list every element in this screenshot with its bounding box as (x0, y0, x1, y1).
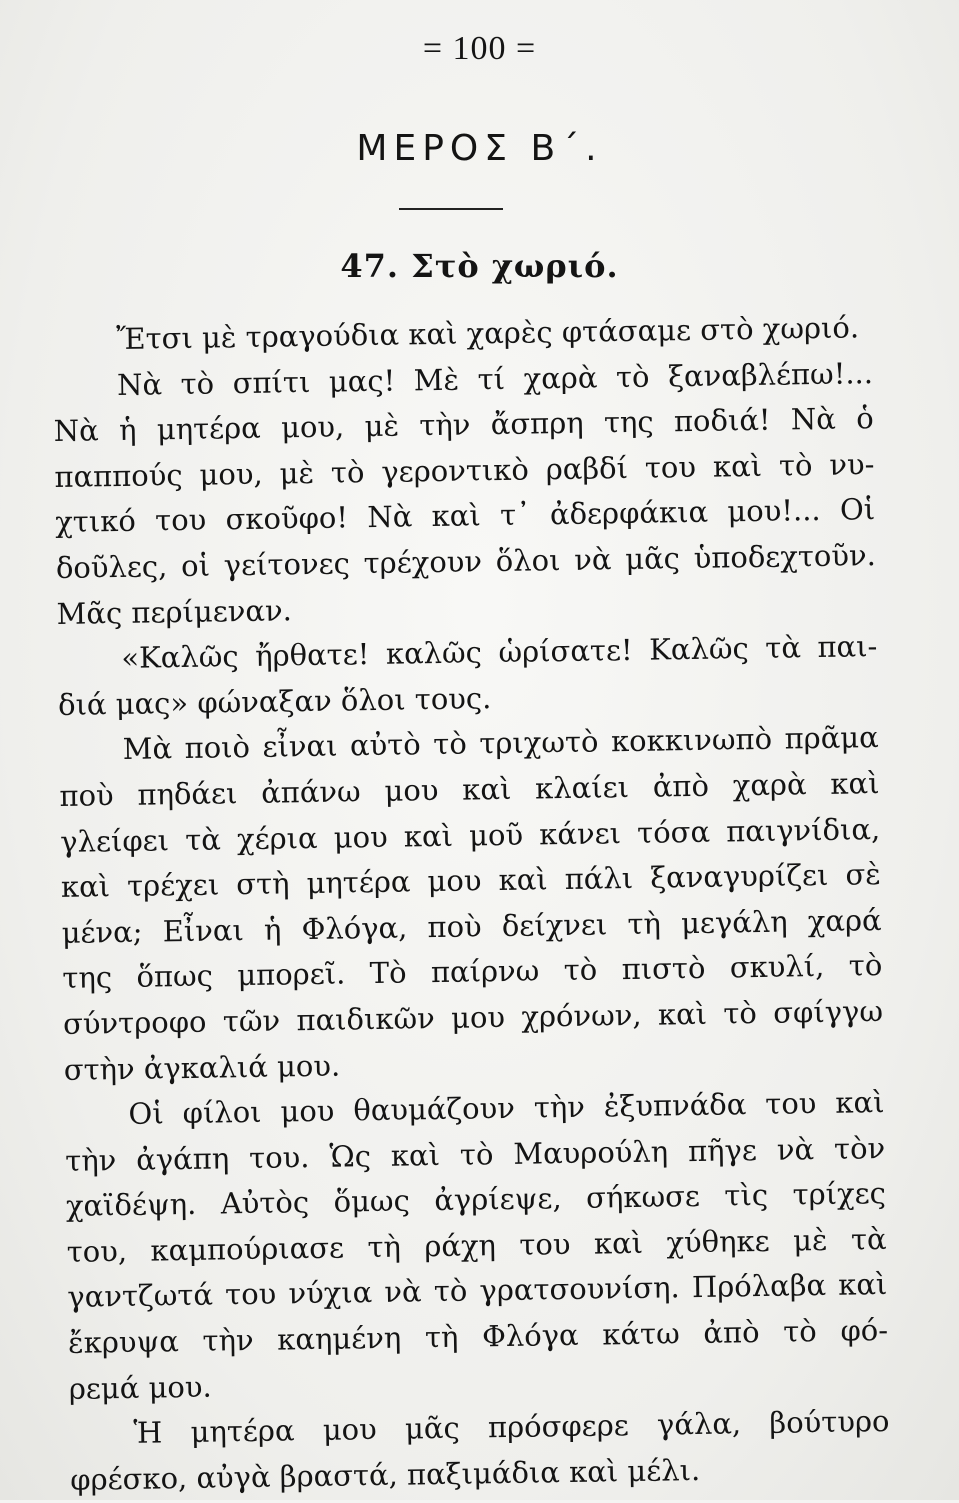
text-line: Νὰ τὸ σπίτι μας! Μὲ τί χαρὰ τὸ ξαναβλέπω!... (116, 355, 874, 402)
text-line: σύντροφο τῶν παιδικῶν μου χρόνων, καὶ τὸ σφίγγω (62, 993, 884, 1041)
page-number: = 100 = (422, 30, 537, 67)
text-line: τὴν ἀγάπη του. Ὡς καὶ τὸ Μαυρούλη πῆγε νὰ τὸν (64, 1130, 886, 1178)
text-line: της ὅπως μπορεῖ. Τὸ παίρνω τὸ πιστὸ σκυλί, τὸ (62, 948, 883, 996)
text-line: Μᾶς περίμεναν. (56, 592, 293, 631)
body-text (52, 305, 891, 1503)
text-line: διά μας» φώναξαν ὅλοι τους. (57, 680, 492, 722)
text-line: φρέσκο, αὐγὰ βραστά, παξιμάδια καὶ μέλι. (69, 1452, 701, 1497)
part-title: ΜΕΡΟΣ Β΄. (356, 128, 603, 169)
text-line: Ἔτσι μὲ τραγούδια καὶ χαρὲς φτάσαμε στὸ χωριό. (116, 310, 860, 356)
text-line: γλείφει τὰ χέρια μου καὶ μοῦ κάνει τόσα παιγνίδια, (59, 811, 881, 859)
text-line: γαντζωτά του νύχια νὰ τὸ γρατσουνίση. Πρόλαβα καὶ (67, 1267, 888, 1315)
chapter-title: 47. Στὸ χωριό. (340, 247, 619, 285)
text-line: Νὰ ἡ μητέρα μου, μὲ τὴν ἄσπρη της ποδιά! Νὰ ὁ (53, 401, 874, 449)
text-line: Ἡ μητέρα μου μᾶς πρόσφερε γάλα, βούτυρο (133, 1404, 890, 1451)
text-line: του, καμπούριασε τὴ ράχη του καὶ χύθηκε μὲ τὰ (66, 1221, 887, 1269)
text-line: χτικό του σκοῦφο! Νὰ καὶ τ᾽ ἀδερφάκια μου!... Οἱ (54, 492, 876, 540)
paragraph (57, 624, 878, 728)
text-line: στὴν ἀγκαλιά μου. (63, 1048, 341, 1087)
paragraph (69, 1399, 890, 1503)
text-line: παππούς μου, μὲ τὸ γεροντικὸ ραβδί του καὶ τὸ νυ- (54, 446, 875, 494)
paragraph (58, 715, 884, 1093)
text-line: ποὺ πηδάει ἀπάνω μου καὶ κλαίει ἀπὸ χαρὰ καὶ (59, 766, 880, 813)
paragraph (64, 1080, 889, 1412)
title-divider (399, 208, 503, 210)
text-line: Οἱ φίλοι μου θαυμάζουν τὴν ἐξυπνάδα του καὶ (128, 1085, 885, 1131)
text-line: Μὰ ποιὸ εἶναι αὐτὸ τὸ τριχωτὸ κοκκινωπὸ πρᾶμα (122, 720, 879, 767)
text-line: μένα; Εἶναι ἡ Φλόγα, ποὺ δείχνει τὴ μεγάλη χαρά (61, 902, 882, 950)
text-line: καὶ τρέχει στὴ μητέρα μου καὶ πάλι ξαναγυρίζει σὲ (60, 857, 882, 905)
text-line: ἔκρυψα τὴν καημένη τὴ Φλόγα κάτω ἀπὸ τὸ φό- (67, 1313, 889, 1360)
paragraph (53, 351, 877, 637)
text-line: δοῦλες, οἱ γείτονες τρέχουν ὅλοι νὰ μᾶς ὑποδεχτοῦν. (55, 538, 877, 585)
text-line: χαϊδέψη. Αὐτὸς ὅμως ἀγρίεψε, σήκωσε τὶς τρίχες (65, 1176, 887, 1224)
text-line: ρεμά μου. (68, 1369, 212, 1406)
text-line: «Καλῶς ἤρθατε! καλῶς ὡρίσατε! Καλῶς τὰ παι- (121, 629, 878, 676)
